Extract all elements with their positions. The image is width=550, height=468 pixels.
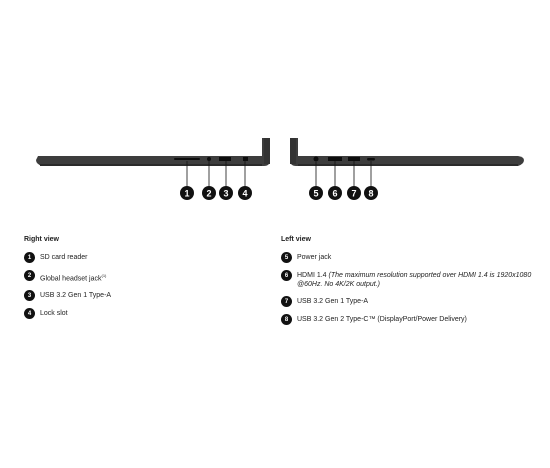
- legend-label: USB 3.2 Gen 1 Type-A: [297, 298, 369, 305]
- usb-c-port: [367, 158, 375, 161]
- callout-marker-1: [180, 186, 194, 200]
- callout-marker-7: [347, 186, 361, 200]
- laptop-side-views: [0, 120, 550, 210]
- laptop-right-side-view: [36, 138, 270, 166]
- sd-card-slot: [174, 158, 200, 160]
- right-view-edge: [40, 164, 262, 166]
- legend-number: 5: [281, 252, 292, 263]
- usb-a-port-left: [348, 157, 360, 161]
- left-view-edge: [298, 164, 518, 166]
- legend-number: 8: [281, 314, 292, 325]
- callout-label: 7: [351, 188, 357, 199]
- right-view-lid-edge: [264, 138, 270, 164]
- hdmi-port: [328, 157, 342, 161]
- left-view-title: Left view: [281, 236, 311, 243]
- callout-marker-2: [202, 186, 216, 200]
- callout-marker-8: [364, 186, 378, 200]
- usb-a-port-right: [219, 157, 231, 161]
- legend-item-usb-a-left: [281, 296, 536, 307]
- legend-item-usb-c: [281, 314, 536, 325]
- legend-item-lock-slot: [24, 308, 244, 319]
- callout-label: 1: [184, 188, 190, 199]
- legend-item-headset-jack: [24, 270, 244, 283]
- power-jack-port: [314, 157, 319, 162]
- legend-number: 1: [24, 252, 35, 263]
- laptop-left-side-view: [290, 138, 524, 166]
- legend-note: (The maximum resolution supported over HDMI 1.4 is 1920x1080 @60Hz. No 4K/2K output.): [297, 272, 532, 288]
- callout-marker-5: [309, 186, 323, 200]
- legend-item-hdmi: [281, 270, 536, 289]
- footnote-marker: (1): [101, 273, 107, 278]
- callout-label: 6: [332, 188, 338, 199]
- legend-label: USB 3.2 Gen 2 Type-C™ (DisplayPort/Power Delivery): [297, 316, 467, 323]
- right-view-title: Right view: [24, 236, 60, 243]
- legend-number: 4: [24, 308, 35, 319]
- callout-label: 5: [313, 188, 319, 199]
- lock-slot-port: [243, 157, 248, 161]
- left-view-lid-edge: [290, 138, 296, 164]
- callout-label: 4: [242, 188, 248, 199]
- callout-marker-3: [219, 186, 233, 200]
- legend-item-usb-a-right: [24, 290, 244, 301]
- legend-number: 2: [24, 270, 35, 281]
- right-view-legend: [24, 236, 244, 326]
- headset-jack-port: [207, 157, 211, 161]
- callout-marker-6: [328, 186, 342, 200]
- callout-label: 3: [223, 188, 229, 199]
- legend-label: Global headset jack: [40, 275, 102, 283]
- legend-label: USB 3.2 Gen 1 Type-A: [40, 292, 112, 300]
- left-view-legend: [281, 236, 536, 332]
- legend-label: HDMI 1.4: [297, 272, 329, 279]
- legend-item-power-jack: [281, 252, 536, 263]
- callout-marker-4: [238, 186, 252, 200]
- legend-item-sd-card-reader: [24, 252, 244, 263]
- legend-label-wrapper: [297, 270, 536, 289]
- legend-label: Lock slot: [40, 310, 68, 318]
- legend-label-wrapper: [40, 270, 106, 283]
- callout-label: 2: [206, 188, 212, 199]
- legend-number: 7: [281, 296, 292, 307]
- legend-label: Power jack: [297, 254, 332, 261]
- legend-number: 3: [24, 290, 35, 301]
- legend-number: 6: [281, 270, 292, 281]
- legend-label: SD card reader: [40, 254, 88, 261]
- callout-label: 8: [368, 188, 374, 199]
